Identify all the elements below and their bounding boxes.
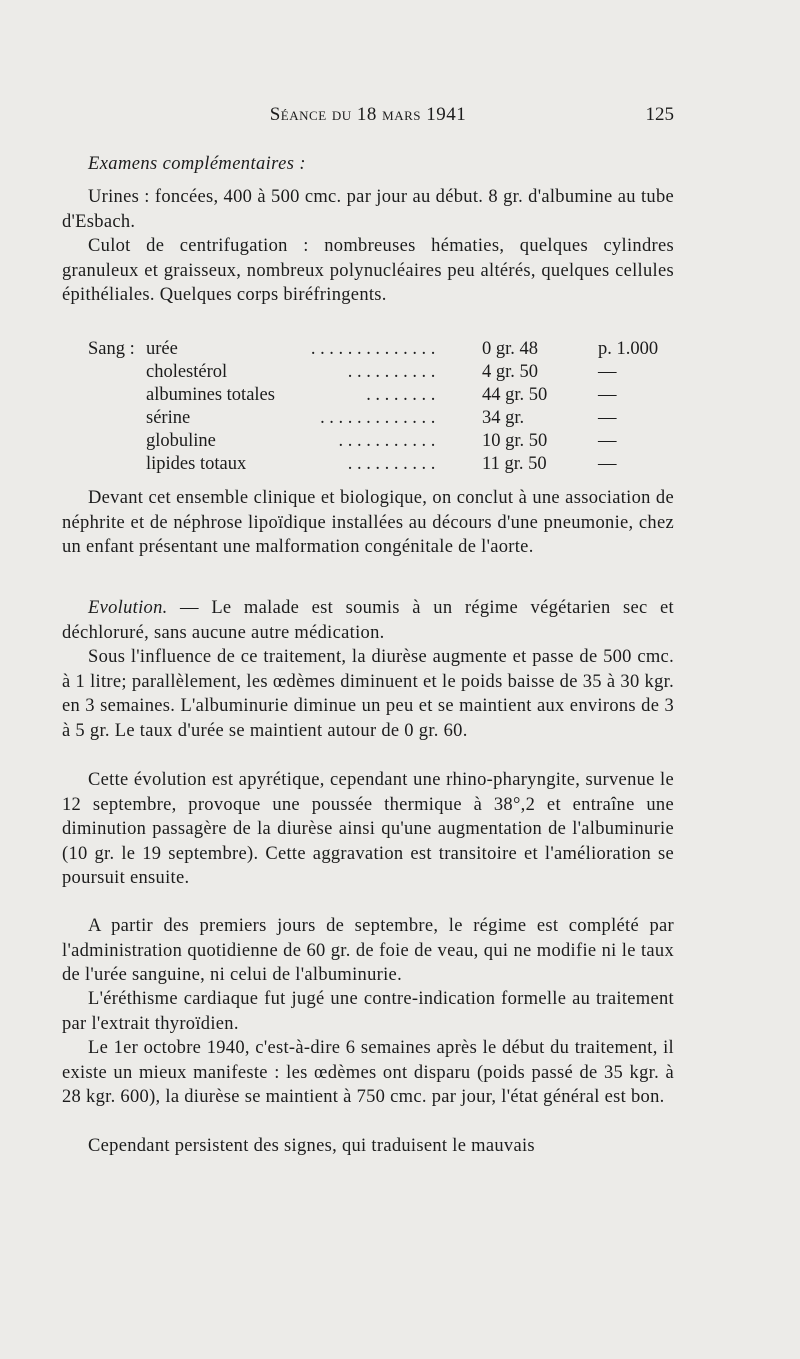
lab-ditto-dash: — [598, 454, 617, 474]
paragraph-culot: Culot de centrifugation : nombreuses hématies, quelques cylindres granuleux et graisseux, nombreux polynucléaires peu altérés, quelques cellules épithéliales. Quelques corps biréfringents. [62, 236, 674, 306]
dot-leader: ............. [320, 408, 440, 428]
paragraph-evolution [62, 596, 674, 645]
dot-leader: .......... [347, 362, 440, 382]
dot-leader: .......... [347, 454, 440, 474]
lab-name: urée [146, 339, 178, 359]
lab-row [88, 361, 668, 384]
lab-name: globuline [146, 431, 216, 451]
lab-value: 11 gr. 50 [482, 454, 547, 474]
lab-ditto-dash: — [598, 385, 617, 405]
page-number: 125 [645, 104, 674, 125]
lab-ditto-dash: — [598, 431, 617, 451]
lab-name: sérine [146, 408, 191, 428]
lab-ditto-dash: — [598, 362, 617, 382]
lab-unit: p. 1.000 [598, 339, 659, 359]
paragraph-urines: Urines : foncées, 400 à 500 cmc. par jour au début. 8 gr. d'albumine au tube d'Esbach. [62, 187, 674, 232]
lab-value: 10 gr. 50 [482, 431, 548, 451]
paragraph-treatment-influence: Sous l'influence de ce traitement, la diurèse augmente et passe de 500 cmc. à 1 litre; parallèlement, les œdèmes diminuent et le poids baisse de 35 à 30 kgr. en 3 semaines. L'albuminurie diminue un peu et se maintient aux environs de 3 à 5 gr. Le taux d'urée se maintient autour de 0 gr. 60. [62, 647, 674, 741]
lab-row [88, 384, 668, 407]
running-title: Séance du 18 mars 1941 [269, 104, 467, 125]
paragraph-conclusion: Devant cet ensemble clinique et biologique, on conclut à une association de néphrite et de néphrose lipoïdique installées au décours d'une pneumonie, chez un enfant présentant une malformation congénitale de l'aorte. [62, 488, 674, 558]
lab-row [88, 453, 668, 476]
lab-name: lipides totaux [146, 454, 247, 474]
lab-ditto-dash: — [598, 408, 617, 428]
evolution-heading: Evolution. [88, 598, 168, 618]
paragraph-persistent-signs: Cependant persistent des signes, qui traduisent le mauvais [88, 1136, 535, 1156]
paragraph-erethism: L'éréthisme cardiaque fut jugé une contre-indication formelle au traitement par l'extrait thyroïdien. [62, 989, 674, 1034]
lab-row [88, 430, 668, 453]
lab-value: 44 gr. 50 [482, 385, 548, 405]
lab-row [88, 338, 668, 361]
lab-value: 4 gr. 50 [482, 362, 539, 382]
paragraph-regime: A partir des premiers jours de septembre, le régime est complété par l'administration quotidienne de 60 gr. de foie de veau, qui ne modifie ni le taux de l'urée sanguine, ni celui de l'albuminurie. [62, 916, 674, 986]
evolution-text: — Le malade est soumis à un régime végétarien sec et déchloruré, sans aucune autre médication. [62, 598, 674, 643]
dot-leader: .............. [310, 339, 440, 359]
page-header [62, 104, 674, 130]
paragraph-october: Le 1er octobre 1940, c'est-à-dire 6 semaines après le début du traitement, il existe un mieux manifeste : les œdèmes ont disparu (poids passé de 35 kgr. à 28 kgr. 600), la diurèse se maintient à 750 cmc. par jour, l'état général est bon. [62, 1038, 674, 1108]
dot-leader: ........ [366, 385, 440, 405]
blood-lab-table [88, 338, 668, 476]
lab-name: cholestérol [146, 362, 228, 382]
lab-value: 34 gr. [482, 408, 525, 428]
paragraph-apyretic: Cette évolution est apyrétique, cependant une rhino-pharyngite, survenue le 12 septembre, provoque une poussée thermique à 38°,2 et entraîne une diminution passagère de la diurèse ainsi qu'une augmentation de l'albuminurie (10 gr. le 19 septembre). Cette aggravation est transitoire et l'amélioration se poursuit ensuite. [62, 770, 674, 889]
section-title: Examens complémentaires : [88, 154, 306, 174]
lab-row [88, 407, 668, 430]
lab-value: 0 gr. 48 [482, 339, 539, 359]
dot-leader: ........... [338, 431, 440, 451]
lab-prefix: Sang : [88, 339, 135, 359]
lab-name: albumines totales [146, 385, 275, 405]
